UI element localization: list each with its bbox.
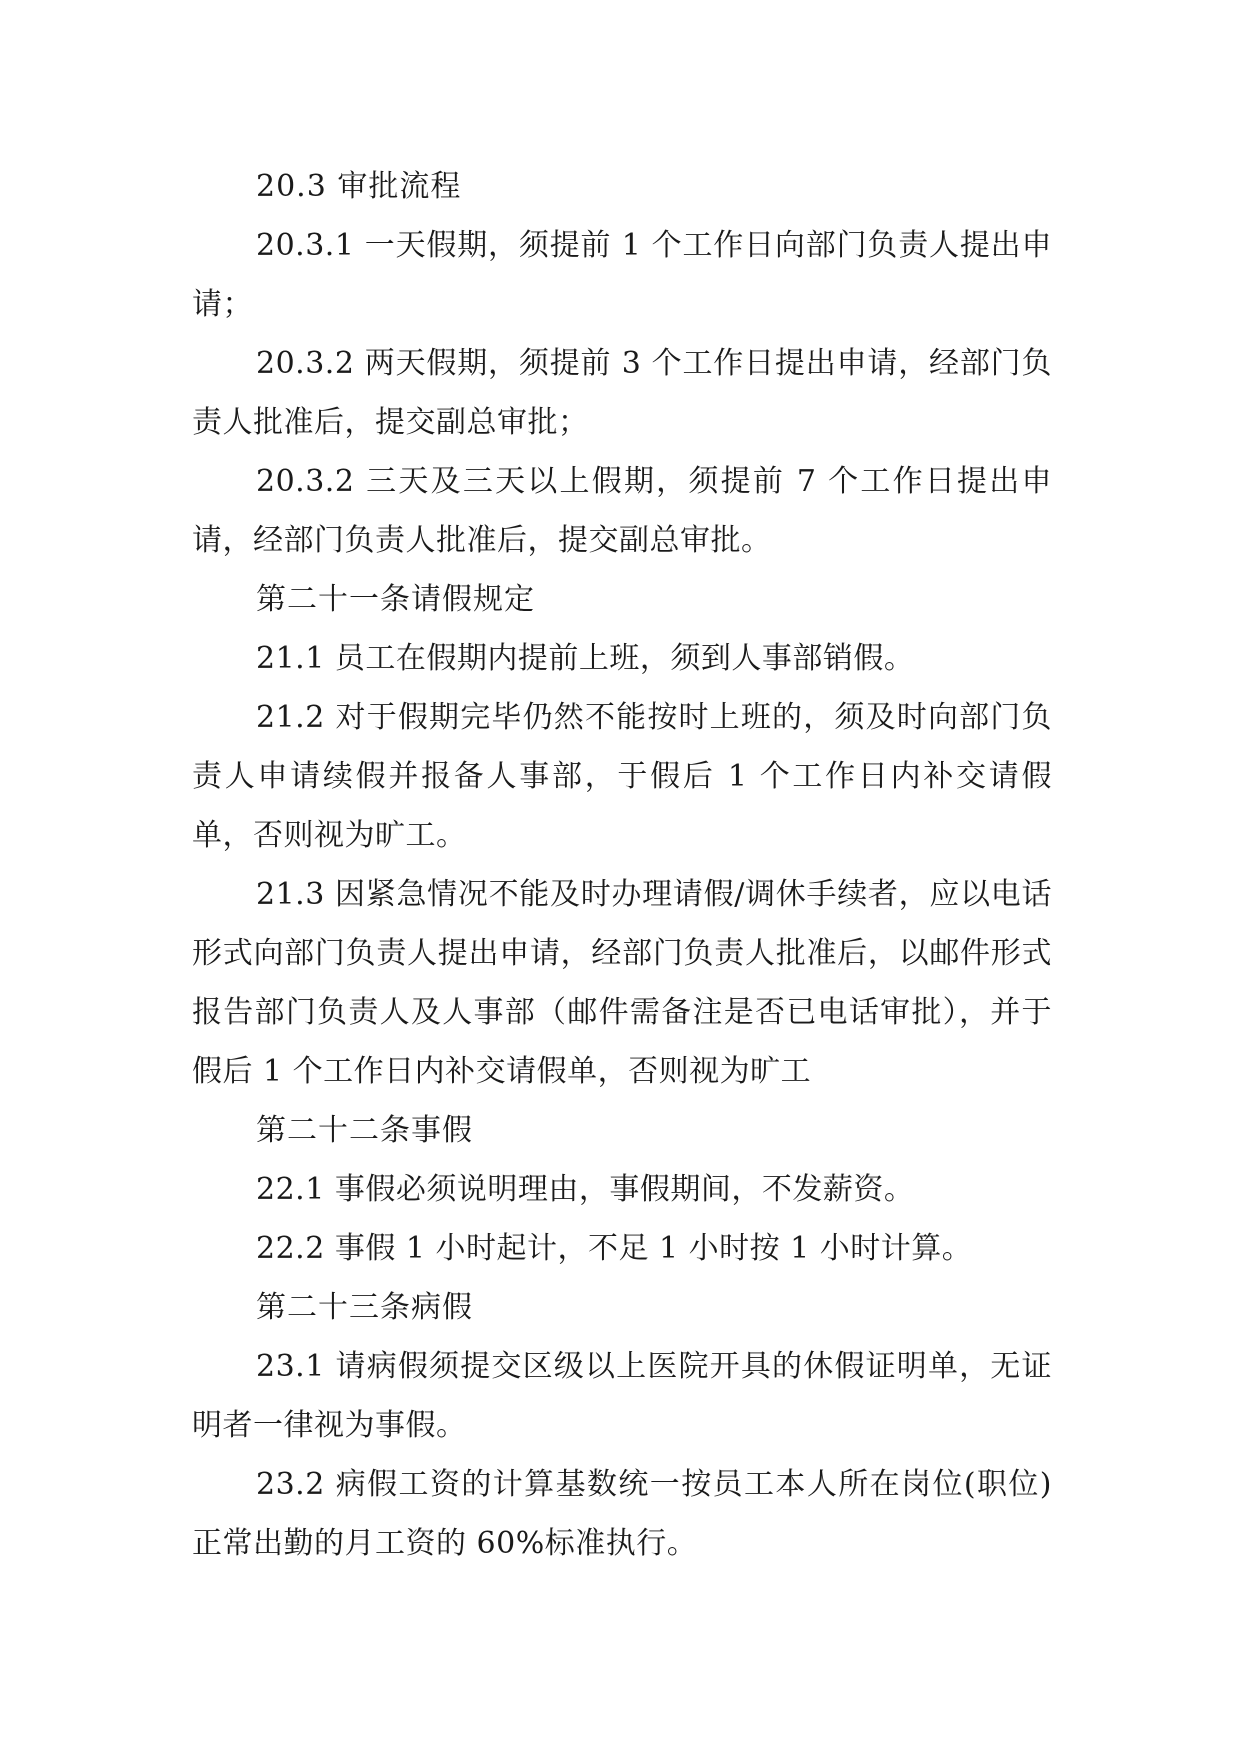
paragraph-22-1: 22.1 事假必须说明理由，事假期间，不发薪资。 xyxy=(256,1172,915,1207)
paragraph-20-3-1: 20.3.1 一天假期，须提前 1 个工作日向部门负责人提出申请； xyxy=(192,228,1052,322)
paragraph-23-2: 23.2 病假工资的计算基数统一按员工本人所在岗位(职位)正常出勤的月工资的 60%标准执行。 xyxy=(192,1467,1052,1561)
article-23-heading: 第二十三条病假 xyxy=(256,1290,473,1325)
article-22-heading: 第二十二条事假 xyxy=(256,1113,473,1148)
section-heading-20-3: 20.3 审批流程 xyxy=(256,169,462,204)
article-21-heading: 第二十一条请假规定 xyxy=(256,582,535,617)
paragraph-20-3-2-three-days: 20.3.2 三天及三天以上假期，须提前 7 个工作日提出申请，经部门负责人批准后，提交副总审批。 xyxy=(192,464,1052,558)
paragraph-21-1: 21.1 员工在假期内提前上班，须到人事部销假。 xyxy=(256,641,915,676)
paragraph-21-3: 21.3 因紧急情况不能及时办理请假/调休手续者，应以电话形式向部门负责人提出申请，经部门负责人批准后，以邮件形式报告部门负责人及人事部（邮件需备注是否已电话审批），并于假后 1 个工作日内补交请假单，否则视为旷工 xyxy=(192,877,1052,1089)
paragraph-21-2: 21.2 对于假期完毕仍然不能按时上班的，须及时向部门负责人申请续假并报备人事部，于假后 1 个工作日内补交请假单，否则视为旷工。 xyxy=(192,700,1052,853)
paragraph-23-1: 23.1 请病假须提交区级以上医院开具的休假证明单，无证明者一律视为事假。 xyxy=(192,1349,1052,1443)
document-body xyxy=(192,157,1052,1573)
paragraph-22-2: 22.2 事假 1 小时起计，不足 1 小时按 1 小时计算。 xyxy=(256,1231,973,1266)
paragraph-20-3-2-two-days: 20.3.2 两天假期，须提前 3 个工作日提出申请，经部门负责人批准后，提交副总审批； xyxy=(192,346,1052,440)
